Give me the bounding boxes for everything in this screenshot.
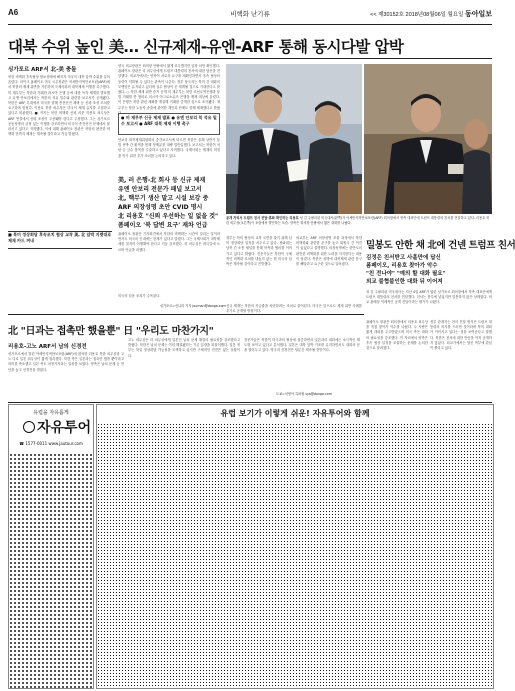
page-header	[8, 4, 492, 25]
issue-meta	[370, 9, 492, 19]
ad-halftone-right	[97, 423, 493, 688]
article-column-2d: 미국의 다음 조치가 주목된다.	[118, 294, 161, 298]
article-column-1: 북한 비핵화 후속협상 답보상태에 빠지자 미국이 대북 압박 수위를 끌어올렸다. 마이크 폼페이오 미국 국무장관은 아세안지역안보포럼(ARF)에서 북한의 제재 위반을 거론하며 국제사회의 대북제재 이행을 촉구했다. 미 재무부는 북한과 거래한 러시아 은행 등에 대한 독자 제재를 발표했고 유엔 안보리에서는 북한의 석유 밀수와 관련한 보고서가 공개됐다. 북한은 ARF 무대에서 미국을 향해 종전선언 채택 등 신뢰 조성 조치를 요구하며 맞섰다. 이용호 북한 외무상은 미국이 제재 유지를 고집하고 있다고 비판했다. ■ 커지는 북한 비핵화 신뢰 의문 리용호 외무상은 ARF 연설에서 신뢰 조성이 우선돼야 한다고 주장했다. 그는 싱가포르 공동성명의 균형 있는 이행을 강조하면서 미국이 종전선언 문제에서 물러서고 있다고 지적했다. 이에 대해 폼페이오 장관은 북한의 완전한 비핵화 전까지 제재는 계속될 것이라고 거듭 밝혔다.	[8, 75, 110, 137]
section-title: 비핵화 난기류	[230, 11, 270, 18]
photo-handover-image	[226, 64, 362, 214]
article2-column-1: 성 김 주필리핀 미국대사는 지난 4일 ARF가 열린 싱가포르 회의장에서 북측 대표단에게 트럼프 대통령의 친서를 전달했다. 친서는 봉투에 넣었지만 밀봉하지 않은 상태였다. 외교 관례상 이례적인 공개 전달이라는 평가가 나왔다.	[366, 290, 492, 305]
article3-column-2: 고노 외무상은 리 외무상에게 일본인 납치 문제 해결의 필요성을 강조했다고 밝혔다. 북한은 납치 문제는 이미 해결됐다는 기존 입장을 되풀이했다. 일본 정부는 북일 정상회담 가능성을 모색하고 있지만 구체적인 진전은 없는 상황이다.	[128, 338, 240, 358]
pull-quote-line: 美, 러 은행-北 회사 등 신규 제재	[118, 177, 206, 184]
article2-subhead: 김정은 친서받고 사흘만에 답신	[366, 255, 441, 261]
article-column-2b: 안보리 대북제재위원회의 중간보고서에 따르면 북한은 올해 상반기 불법 선박 간 환적을 통해 정제유를 대량 밀반입했다. 보고서는 북한이 석탄 등 금수 품목을 수출하고 있다고 지적했다. 국제사회는 제재의 허점을 막기 위한 추가 조치를 논의하고 있다.	[118, 138, 220, 158]
article-column-3b: 신규 제재는 북한의 자금줄을 차단하려는 조치로 풀이된다. 미국은 앞으로도 제재 위반 사례를 추가로 공개할 방침이다.	[226, 304, 362, 314]
article2-subheads	[366, 254, 492, 286]
ad-logo-icon	[23, 421, 35, 433]
article3-byline: 리용호-고노 ARF서 남의 신경전	[8, 344, 87, 350]
ad-halftone-left	[9, 453, 93, 688]
article-column-2c: 폼페이오 장관은 기자회견에서 북한의 비핵화는 시간이 걸리는 일이라면서도 미국의 인내에는 한계가 있다고 말했다. 그는 국제사회가 대북제재를 철저히 이행해야 한다고 거듭 강조했다. 리 외무상은 귀국길에 오르며 언급을 피했다.	[118, 232, 220, 252]
ad-panel-left	[8, 404, 94, 689]
pull-quote-line: 北, 핵무기 생산 말고 시설 보강 중	[118, 195, 209, 202]
ad-brand: 자유투어	[37, 420, 92, 436]
main-headline: 대북 수위 높인 美… 신규제재-유엔-ARF 통해 동시다발 압박	[8, 38, 404, 56]
masthead: 동아일보	[464, 10, 492, 18]
info-box: ● 미 재무부 신규 제재 발표 ● 유엔 안보리 북 석유 밀수 보고서 ● ARF 대북 제재 이행 촉구	[118, 113, 220, 135]
article2-column-3: 정부 관계자는 친서 전달 방식은 트럼프 대통령의 의지를 드러낸 것이라며 북미 대화가 이어지고 있다는 점을 보여준다고 말했다. 북한은 친서에 대한 반응을 아직 공개하지 않았다. 외교가에서는 답신 여부에 관심이 쏠리고 있다.	[430, 320, 492, 351]
article-byline: 싱가포르 ARF서 北-美 충돌	[8, 67, 77, 73]
article2-subhead: 외교 불협불인한 대화 뒤 이어져	[366, 279, 443, 285]
headline-divider	[8, 58, 492, 59]
article3-headline: 北 "日과는 접촉만 했을뿐" 日 "우리도 마찬가지"	[8, 326, 214, 337]
section-divider	[8, 314, 364, 315]
pull-quote-line: 北 리용호 "신뢰 우선하는 일 없을 것"	[118, 213, 219, 220]
ad-phone: ☎ 1577-0011 www.jautour.com	[19, 441, 83, 446]
ad-title: 유럽 보기가 이렇게 쉬운! 자유투어와 함께	[97, 407, 493, 421]
pull-quote	[118, 176, 224, 230]
page-number: A6	[8, 8, 19, 17]
article-column-2: 양국 외교장관은 회의장 안팎에서 짧게 조우했지만 입장 차만 확인했다. 폼페이오 장관은 리 외무상에게 트럼프 대통령의 친서에 대한 답신을 전달했다. 외교가에서는 양측이 서로의 요구를 재확인하면서 후속 협상의 동력이 약화될 수 있다는 관측이 나온다. 정부 당국자는 북미 간 대화의 모멘텀은 유지되고 있다며 실무 협상이 곧 재개될 것으로 기대한다고 밝혔다. ○ 북한 제재 위반 증거 공개 미 재무부는 북한 조선무역은행과 불법 거래를 한 혐의로 러시아 아그로소유즈 은행을 제재 대상에 올렸다. 이 은행은 북한 관련 계좌를 개설해 거래를 중개한 것으로 조사됐다. 재무부는 북한 노동자 송출에 관여한 개인과 단체도 함께 제재했다고 밝혔	[118, 64, 220, 110]
reporter-note: 싱가포르=신나리 기자 journari@donga.com	[160, 304, 226, 308]
pull-quote-line: ARF 의장성명 초안 CVID 명시	[118, 204, 203, 211]
article-column-3: 정부는 북미 협상의 교착 국면을 풀기 위해 남북 정상회담 일정을 서두르고 있다. 청와대는 남북 간 소통 채널을 통해 북측과 협의를 이어가고 있다고 밝혔다. 전문가들은 북한이 구체적인 비핵화 조치를 내놓지 않는 한 미국의 압박은 계속될 것이라고 전망했다.	[226, 236, 292, 267]
issue-date: << 제30152호 2018년08월06일 월요일	[370, 12, 464, 18]
article2-column-2: 폼페이오 장관은 회의장에서 리용호 외무상을 직접 찾아가 악수를 나눴다. 두 사람은 짧게 대화를 주고받았으며 미국 측은 대화의 필요성을 강조했다. 이 자리에서 양측은 후속 협상 일정을 조율하는 문제를 논의한 것으로 알려졌다.	[366, 320, 428, 351]
photo-speaker-image	[364, 64, 492, 214]
article2-headline: 밀봉도 안한 채 北에 건넨 트럼프 친서	[366, 240, 515, 251]
article3-column-3: 전문가들은 북한이 미국과의 협상에 집중하면서 일본과의 대화에는 소극적인 태도를 보이고 있다고 분석했다. 일본은 대북 압박 기조를 유지하면서도 대화의 문을 열어두고 있다. 양국의 신경전은 당분간 계속될 전망이다.	[244, 338, 360, 353]
news-photo-handover	[226, 64, 362, 214]
article2-subhead: 폼페이오, 리용호 찾아가 악수	[366, 263, 438, 269]
pull-quote-line: 폼페이오 '북 답변 요구' 재차 언급	[118, 222, 208, 229]
ad-tagline: 유럽을 자유롭게	[33, 410, 69, 416]
photo-caption	[226, 216, 492, 234]
article3-column-1: 싱가포르에서 열린 아세안지역안보포럼(ARF)에 참석한 리용호 북한 외무상과 고노 다로 일본 외무상이 짧게 접촉했다. 북한 측은 일본과는 접촉만 했을 뿐이라고 의미를 축소했고 일본 측도 마찬가지라는 입장을 보였다. 양측은 납치 문제 등 현안을 놓고 신경전을 벌였다.	[8, 352, 124, 372]
article3-reporter: 도쿄=서영아 특파원 sya@donga.com	[276, 392, 332, 396]
article-column-4: 외교부는 ARF 의장성명 조율 과정에서 북한 비핵화와 관련한 문구를 놓고 회원국 간 이견이 있었다고 설명했다. 의장성명에는 한반도의 완전한 비핵화를 위한 노력을 지지한다는 내용이 담겼다. 북한은 성명에 대북제재 관련 문구를 빼달라고 요구한 것으로 알려졌다.	[296, 236, 362, 267]
photo-caption-text: 성 김 주필리핀 미국대사(왼쪽)가 아세안지역안보포럼(ARF) 회의장에서 북측 대표단에 트럼프 대통령의 친서를 전달하고 있다. 리용호 북한 외무상(오른쪽)이 포럼에서 발언하는 모습. 양측은 회의장 안팎에서 짧은 대화를 나눴다.	[226, 216, 490, 225]
ad-panel-right	[96, 404, 494, 689]
pull-quote-line: 유엔 안보리 전문가 패널 보고서	[118, 186, 202, 193]
photo-caption-title: 공개 자리서 트럼프 친서 전달-휴화 확인하는 리용호	[226, 216, 299, 220]
article2-subhead: "친 전나야" "예의 할 대화 필요"	[366, 271, 446, 277]
news-photo-speaker	[364, 64, 492, 214]
highlight-box: ■ 북미 정상회담 후속조치 협상 교착 美, 北 압박 지렛대로 제재 카드 꺼내	[8, 231, 112, 249]
ad-divider	[8, 402, 492, 403]
